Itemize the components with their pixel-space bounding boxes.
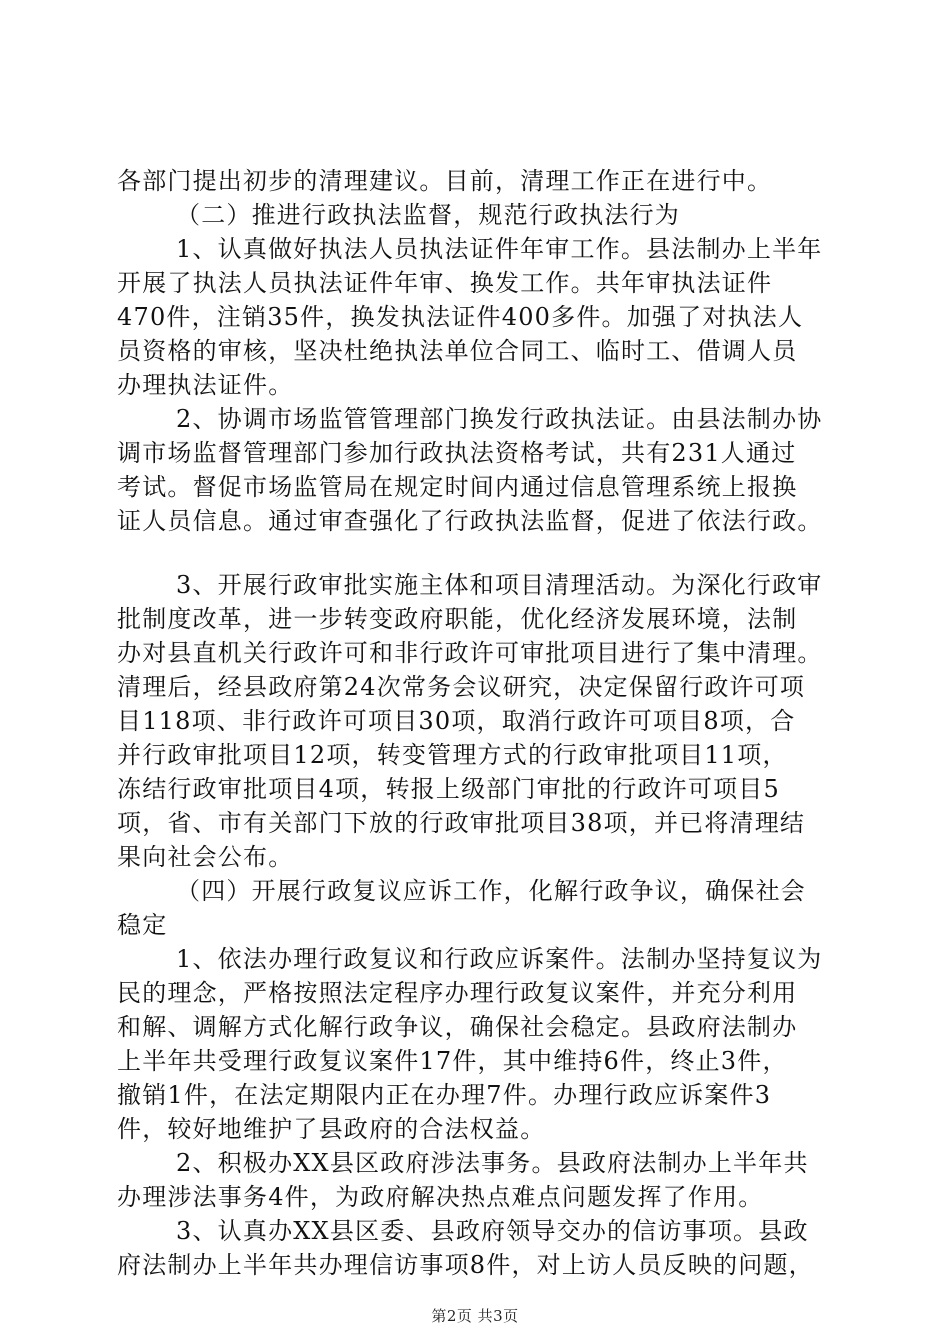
text-line-24: 民的理念，严格按照法定程序办理行政复议案件，并充分利用 <box>117 979 798 1007</box>
text-line-29: 2、积极办XX县区政府涉法事务。县政府法制办上半年共 <box>176 1149 809 1177</box>
text-line-20: 果向社会公布。 <box>117 843 294 871</box>
text-line-31: 3、认真办XX县区委、县政府领导交办的信访事项。县政 <box>176 1217 809 1245</box>
section-heading-2: （二）推进行政执法监督，规范行政执法行为 <box>176 201 680 229</box>
text-line-32: 府法制办上半年共办理信访事项8件，对上访人员反映的问题， <box>117 1251 814 1279</box>
text-line-15: 清理后，经县政府第24次常务会议研究，决定保留行政许可项 <box>117 673 806 701</box>
text-line-13: 批制度改革，进一步转变政府职能，优化经济发展环境，法制 <box>117 605 798 633</box>
text-line-28: 件，较好地维护了县政府的合法权益。 <box>117 1115 546 1143</box>
section-heading-4: （四）开展行政复议应诉工作，化解行政争议，确保社会 <box>176 877 806 905</box>
text-line-26: 上半年共受理行政复议案件17件，其中维持6件，终止3件， <box>117 1047 788 1075</box>
section-heading-4-cont: 稳定 <box>117 911 168 939</box>
text-line-8: 2、协调市场监管管理部门换发行政执法证。由县法制办协 <box>176 405 823 433</box>
text-line-25: 和解、调解方式化解行政争议，确保社会稳定。县政府法制办 <box>117 1013 798 1041</box>
text-line-5: 470件，注销35件，换发执法证件400多件。加强了对执法人 <box>117 303 804 331</box>
page-number-footer: 第2页 共3页 <box>431 1307 519 1325</box>
text-line-6: 员资格的审核，坚决杜绝执法单位合同工、临时工、借调人员 <box>117 337 798 365</box>
text-line-17: 并行政审批项目12项，转变管理方式的行政审批项目11项， <box>117 741 788 769</box>
text-line-11: 证人员信息。通过审查强化了行政执法监督，促进了依法行政。 <box>117 507 823 535</box>
text-line-19: 项，省、市有关部门下放的行政审批项目38项，并已将清理结 <box>117 809 806 837</box>
text-line-27: 撤销1件，在法定期限内正在办理7件。办理行政应诉案件3 <box>117 1081 772 1109</box>
text-line-16: 目118项、非行政许可项目30项，取消行政许可项目8项，合 <box>117 707 796 735</box>
text-line-18: 冻结行政审批项目4项，转报上级部门审批的行政许可项目5 <box>117 775 780 803</box>
text-line-23: 1、依法办理行政复议和行政应诉案件。法制办坚持复议为 <box>176 945 823 973</box>
text-line-12: 3、开展行政审批实施主体和项目清理活动。为深化行政审 <box>176 571 823 599</box>
text-line-3: 1、认真做好执法人员执法证件年审工作。县法制办上半年 <box>176 235 823 263</box>
text-line-30: 办理涉法事务4件，为政府解决热点难点问题发挥了作用。 <box>117 1183 764 1211</box>
text-line-9: 调市场监督管理部门参加行政执法资格考试，共有231人通过 <box>117 439 797 467</box>
text-line-4: 开展了执法人员执法证件年审、换发工作。共年审执法证件 <box>117 269 773 297</box>
text-line-10: 考试。督促市场监管局在规定时间内通过信息管理系统上报换 <box>117 473 798 501</box>
text-line-14: 办对县直机关行政许可和非行政许可审批项目进行了集中清理。 <box>117 639 823 667</box>
text-line-1: 各部门提出初步的清理建议。目前，清理工作正在进行中。 <box>117 167 773 195</box>
text-line-7: 办理执法证件。 <box>117 371 294 399</box>
